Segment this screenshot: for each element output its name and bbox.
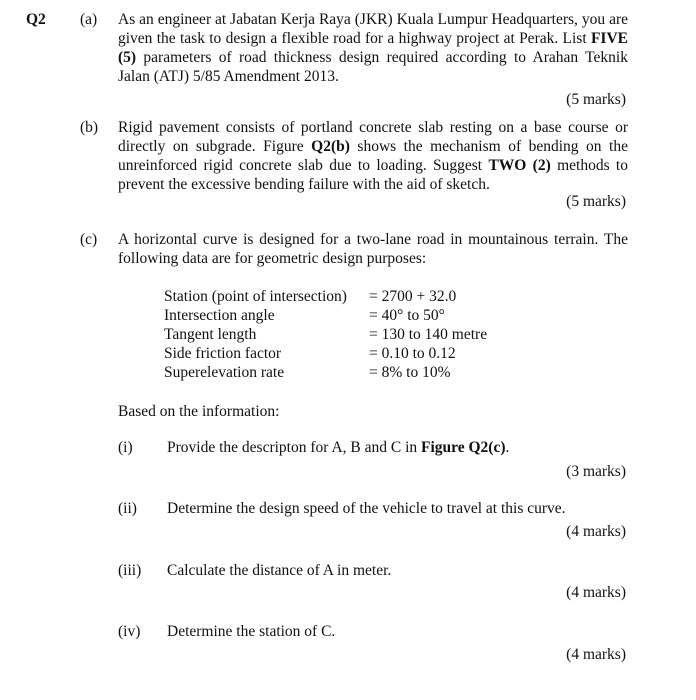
subpart-iv-text: Determine the station of C.: [167, 623, 336, 640]
part-b-bold-1: Q2(b): [311, 138, 350, 155]
data-key: Side friction factor: [164, 345, 282, 362]
design-data-row: [164, 287, 487, 306]
subpart-iii-label: (iii): [118, 562, 142, 579]
subpart-i-label: (i): [118, 439, 133, 456]
part-b-text-3: methods to prevent the excessive bending failure with the aid of sketch.: [118, 157, 628, 193]
design-data-row: [164, 306, 487, 325]
part-c-label: (c): [80, 231, 98, 248]
subpart-i-text-1: Provide the descripton for A, B and C in: [167, 439, 421, 456]
part-a-text: [118, 10, 628, 86]
subpart-i-text-2: .: [505, 439, 510, 456]
question-number: Q2: [26, 11, 46, 28]
data-value: = 40° to 50°: [369, 307, 445, 324]
part-c-intro: A horizontal curve is designed for a two-lane road in mountainous terrain. The following data are for geometric design purposes:: [118, 231, 628, 267]
subpart-i-marks: (3 marks): [566, 463, 626, 480]
based-on-text: Based on the information:: [118, 403, 280, 420]
part-a-text-2: parameters of road thickness design required according to Arahan Teknik Jalan (ATJ) 5/85 Amendment 2013.: [118, 49, 628, 85]
design-data-row: [164, 344, 487, 363]
part-b-text: [118, 118, 628, 194]
subpart-i-text: [167, 438, 509, 457]
subpart-iii-text: Calculate the distance of A in meter.: [167, 562, 392, 579]
part-b-marks: (5 marks): [566, 193, 626, 210]
subpart-iii-marks: (4 marks): [566, 584, 626, 601]
part-a-text-1: As an engineer at Jabatan Kerja Raya (JKR) Kuala Lumpur Headquarters, you are given the task to design a flexible road for a highway project at Perak. List: [118, 11, 628, 47]
design-data-row: [164, 325, 487, 344]
data-value: = 2700 + 32.0: [369, 288, 457, 305]
subpart-iv-label: (iv): [118, 623, 141, 640]
subpart-i-bold: Figure Q2(c): [421, 439, 506, 456]
part-b-text-2: shows the mechanism of bending on the unreinforced rigid concrete slab due to loading. Suggest: [118, 138, 628, 174]
part-a-bold-1: FIVE (5): [118, 30, 628, 66]
data-value: = 0.10 to 0.12: [369, 345, 456, 362]
data-value: = 8% to 10%: [369, 364, 451, 381]
data-key: Station (point of intersection): [164, 288, 347, 305]
subpart-ii-label: (ii): [118, 500, 137, 517]
subpart-ii-marks: (4 marks): [566, 523, 626, 540]
design-data-table: [164, 287, 487, 382]
subpart-iv-marks: (4 marks): [566, 646, 626, 663]
part-b-bold-2: TWO (2): [488, 157, 551, 174]
part-a-label: (a): [80, 11, 98, 28]
data-key: Tangent length: [164, 326, 257, 343]
data-key: Superelevation rate: [164, 364, 285, 381]
subpart-ii-text: Determine the design speed of the vehicle to travel at this curve.: [167, 500, 566, 517]
data-value: = 130 to 140 metre: [369, 326, 488, 343]
part-b-label: (b): [80, 119, 99, 136]
design-data-row: [164, 363, 487, 382]
part-b-text-1: Rigid pavement consists of portland concrete slab resting on a base course or directly on subgrade. Figure: [118, 119, 628, 155]
part-a-marks: (5 marks): [566, 91, 626, 108]
data-key: Intersection angle: [164, 307, 275, 324]
